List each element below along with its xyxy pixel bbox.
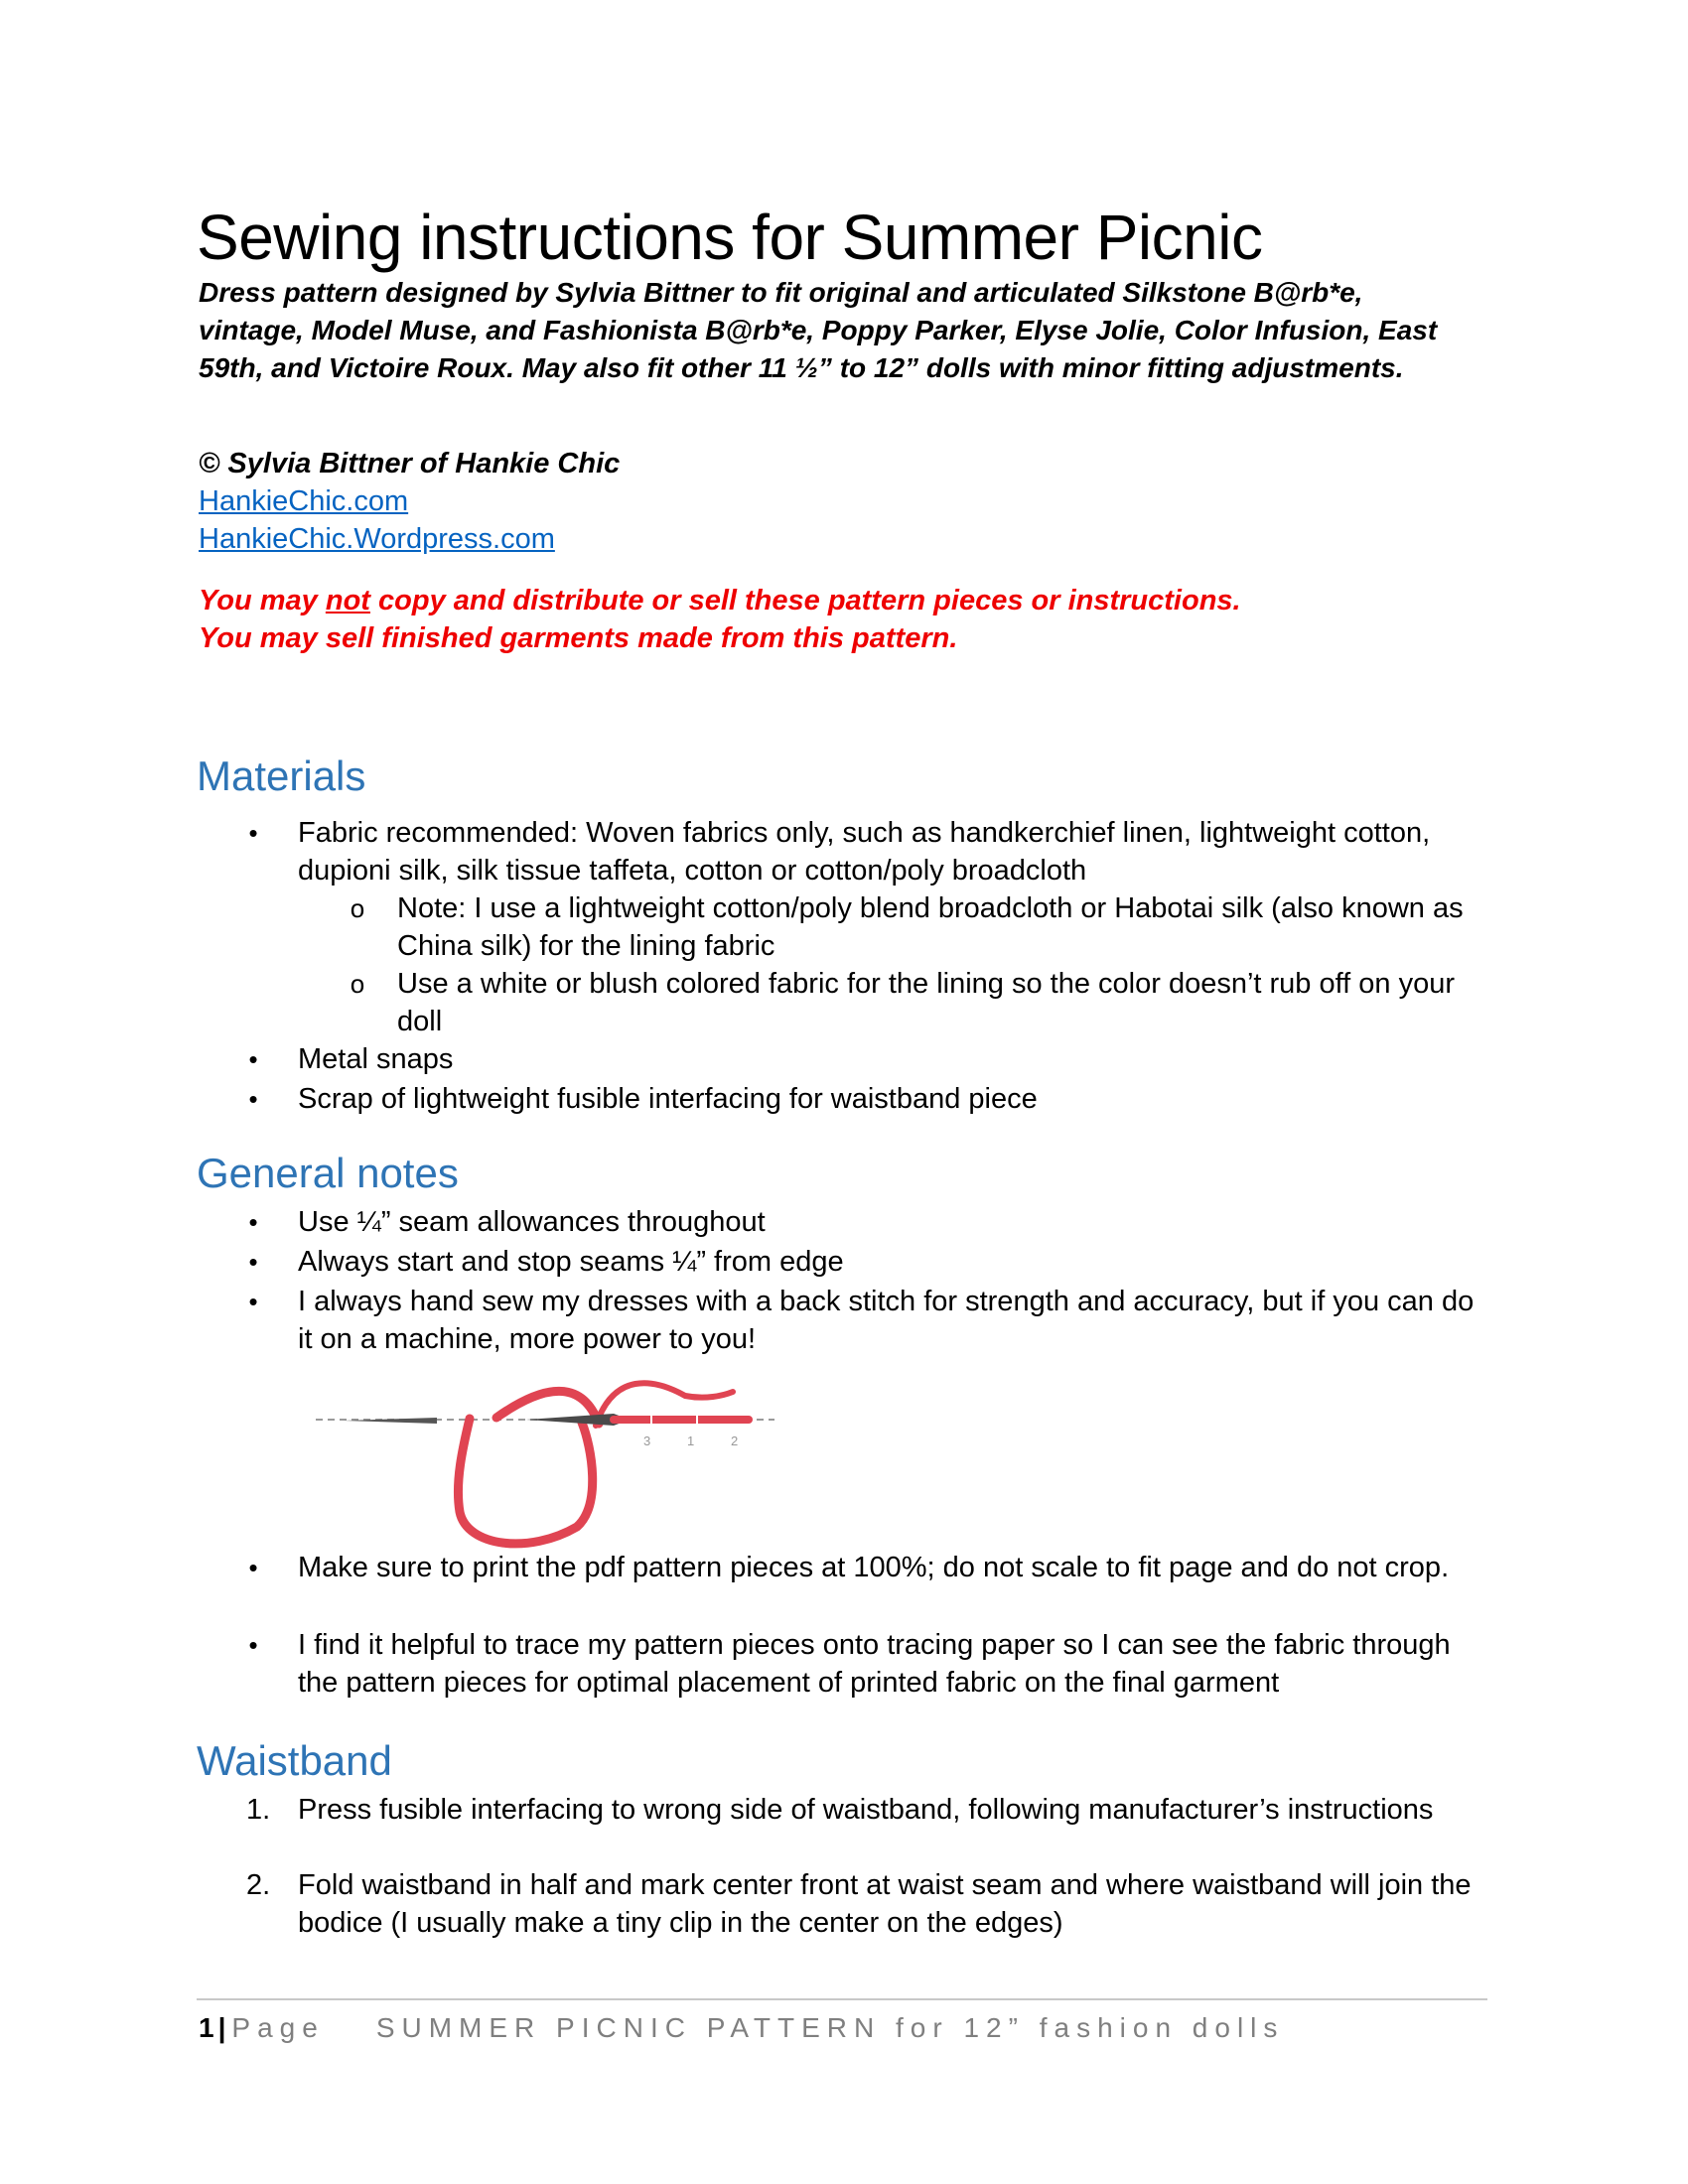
needle-icon	[526, 1414, 622, 1426]
waistband-step-1: Press fusible interfacing to wrong side of waistband, following manufacturer’s instructions	[298, 1794, 1434, 1826]
stitch-thread	[610, 1416, 753, 1424]
thread-loop	[458, 1419, 592, 1544]
materials-subitem-lining-color: Use a white or blush colored fabric for the lining so the color doesn’t rub off on your doll	[397, 968, 1455, 1037]
footer-divider	[197, 1998, 1487, 2000]
materials-subitem-lining-note: Note: I use a lightweight cotton/poly blend broadcloth or Habotai silk (also known as China silk) for the lining fabric	[397, 892, 1464, 962]
notes-item-seam-allowance: Use ¼” seam allowances throughout	[298, 1206, 766, 1238]
needle-tip-icon	[344, 1418, 437, 1424]
document-subtitle: Dress pattern designed by Sylvia Bittner to fit original and articulated Silkstone B@rb*e, vintage, Model Muse, and Fashionista B@rb*e, Poppy Parker, Elyse Jolie, Color Infusion, East 59th, and Victoire Roux. May also fit other 11 ½” to 12” dolls with minor fitting adjustments.	[199, 277, 1438, 383]
step-number: 2.	[246, 1869, 271, 1901]
copy-warning	[199, 582, 1241, 619]
warning-text-start: You may	[199, 585, 326, 616]
notes-item-hand-sew: I always hand sew my dresses with a back stitch for strength and accuracy, but if you can do it on a machine, more power to you!	[298, 1286, 1475, 1355]
bullet-icon: •	[248, 1247, 258, 1277]
stitch-label-2: 2	[731, 1433, 739, 1448]
page-label: Page	[231, 2012, 325, 2043]
footer-separator: |	[217, 2012, 226, 2043]
bullet-icon: •	[248, 1084, 258, 1114]
notes-item-tracing: I find it helpful to trace my pattern pieces onto tracing paper so I can see the fabric through the pattern pieces for optimal placement of printed fabric on the final garment	[298, 1629, 1451, 1699]
warning-not-emphasis: not	[325, 585, 370, 616]
sub-bullet-icon: o	[350, 893, 365, 923]
bullet-icon: •	[248, 1287, 258, 1316]
step-number: 1.	[246, 1794, 271, 1826]
waistband-step-2: Fold waistband in half and mark center front at waist seam and where waistband will join the bodice (I usually make a tiny clip in the center on the edges)	[298, 1869, 1472, 1939]
bullet-icon: •	[248, 818, 258, 848]
bullet-icon: •	[248, 1630, 258, 1660]
back-stitch-illustration	[316, 1378, 782, 1552]
bullet-icon: •	[248, 1207, 258, 1237]
materials-item-interfacing: Scrap of lightweight fusible interfacing for waistband piece	[298, 1083, 1038, 1115]
warning-text-end: copy and distribute or sell these pattern pieces or instructions.	[369, 585, 1241, 616]
bullet-icon: •	[248, 1553, 258, 1582]
materials-heading: Materials	[197, 752, 366, 799]
hankiechic-link[interactable]: HankieChic.com	[199, 485, 409, 517]
stitch-label-3: 3	[643, 1433, 651, 1448]
page-footer	[199, 2009, 1284, 2047]
materials-item-snaps: Metal snaps	[298, 1043, 454, 1075]
sell-permission: You may sell finished garments made from this pattern.	[199, 622, 958, 654]
materials-item-fabric: Fabric recommended: Woven fabrics only, such as handkerchief linen, lightweight cotton, dupioni silk, silk tissue taffeta, cotton or cotton/poly broadcloth	[298, 817, 1431, 887]
document-title: Sewing instructions for Summer Picnic	[197, 202, 1263, 273]
page-number: 1	[199, 2012, 214, 2043]
bullet-icon: •	[248, 1044, 258, 1074]
waistband-heading: Waistband	[197, 1737, 392, 1784]
footer-title: SUMMER PICNIC PATTERN for 12” fashion dolls	[375, 2012, 1285, 2043]
notes-item-start-stop: Always start and stop seams ¼” from edge	[298, 1246, 844, 1278]
hankiechic-wordpress-link[interactable]: HankieChic.Wordpress.com	[199, 523, 555, 555]
notes-item-print-scale: Make sure to print the pdf pattern pieces at 100%; do not scale to fit page and do not crop.	[298, 1552, 1450, 1583]
sub-bullet-icon: o	[350, 969, 365, 999]
general-notes-heading: General notes	[197, 1150, 459, 1196]
stitch-label-1: 1	[687, 1433, 695, 1448]
copyright-line: © Sylvia Bittner of Hankie Chic	[199, 448, 621, 479]
